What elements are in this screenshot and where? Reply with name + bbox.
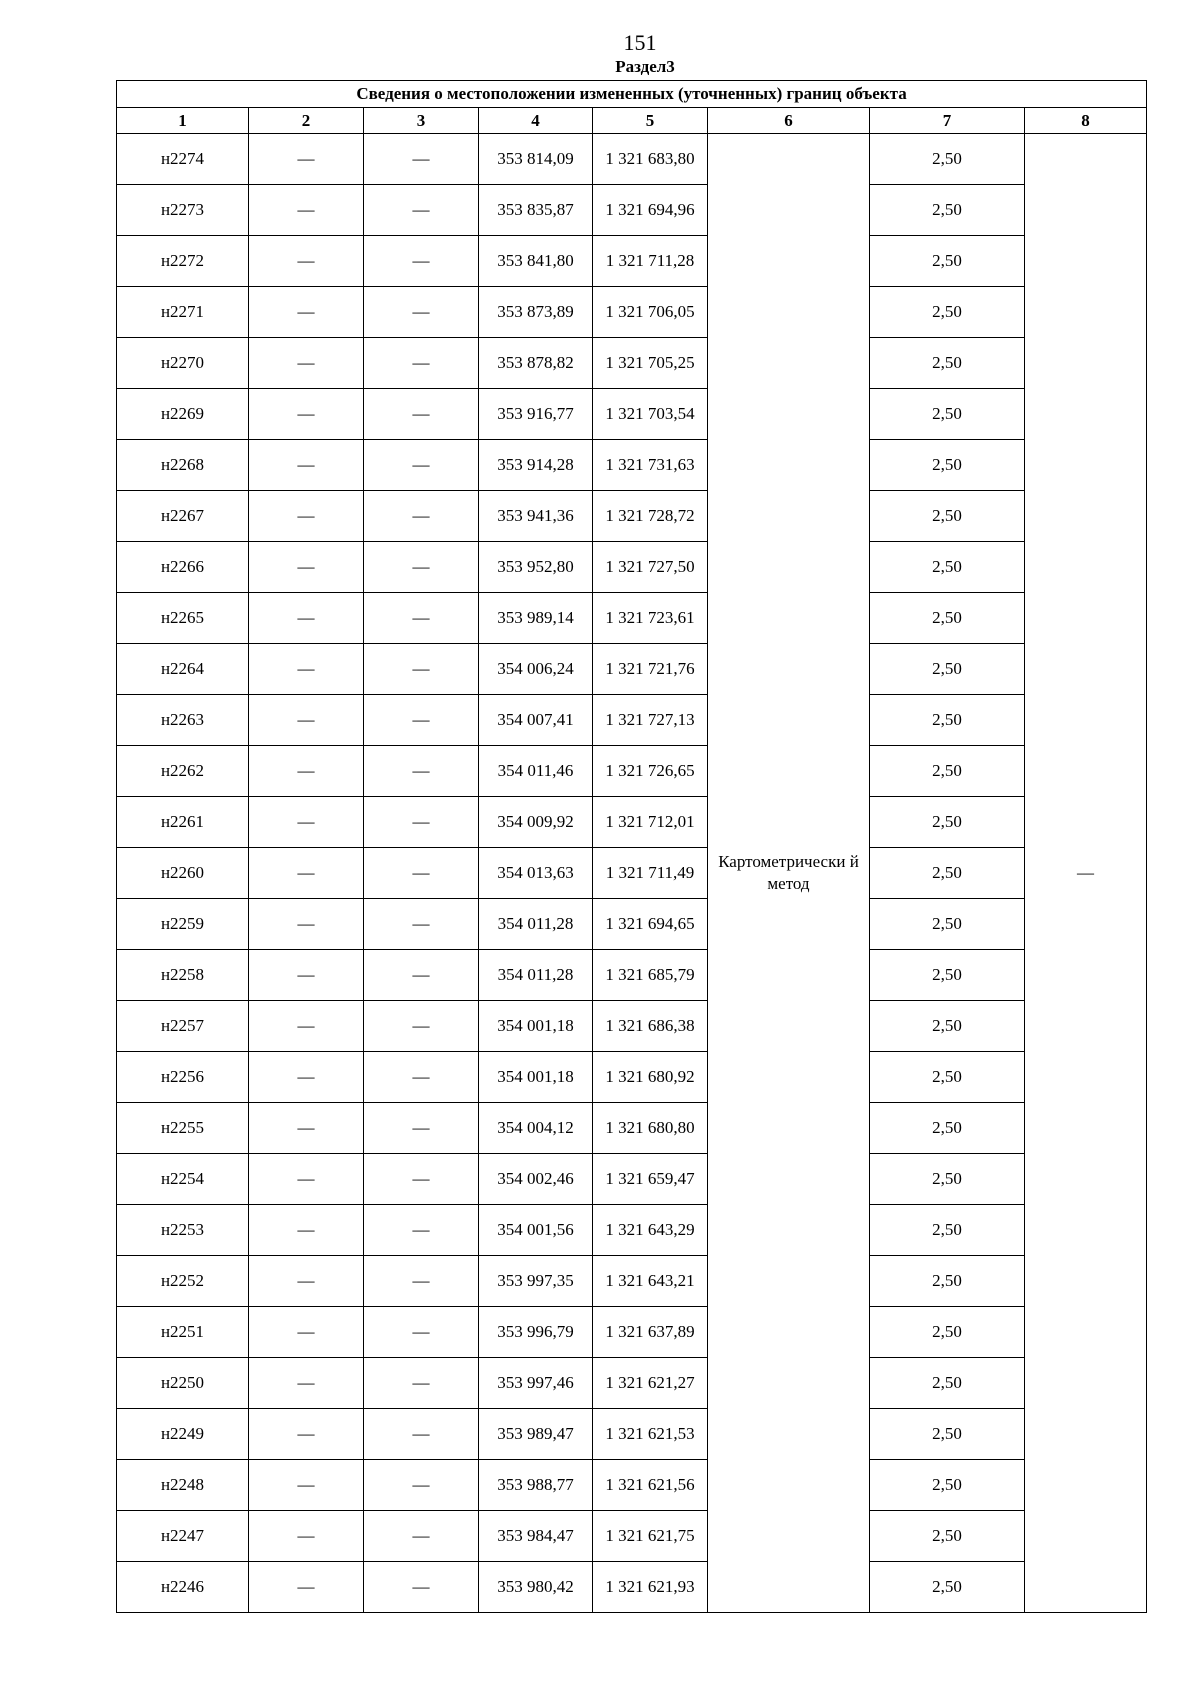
- table-row: [117, 185, 1147, 236]
- column2-cell: —: [249, 1307, 364, 1358]
- column-number: 7: [870, 108, 1025, 134]
- point-cell: н2256: [117, 1052, 249, 1103]
- point-cell: н2268: [117, 440, 249, 491]
- point-cell: н2253: [117, 1205, 249, 1256]
- x-coordinate-cell: 353 980,42: [479, 1562, 593, 1613]
- table-row: [117, 1460, 1147, 1511]
- table-caption: Сведения о местоположении измененных (уточненных) границ объекта: [117, 81, 1147, 108]
- column7-cell: 2,50: [870, 1103, 1025, 1154]
- point-cell: н2247: [117, 1511, 249, 1562]
- column2-cell: —: [249, 950, 364, 1001]
- table-row: [117, 1154, 1147, 1205]
- column2-cell: —: [249, 338, 364, 389]
- y-coordinate-cell: 1 321 659,47: [593, 1154, 708, 1205]
- point-cell: н2265: [117, 593, 249, 644]
- column2-cell: —: [249, 899, 364, 950]
- y-coordinate-cell: 1 321 621,56: [593, 1460, 708, 1511]
- column2-cell: —: [249, 440, 364, 491]
- column3-cell: —: [364, 848, 479, 899]
- column2-cell: —: [249, 695, 364, 746]
- column7-cell: 2,50: [870, 746, 1025, 797]
- column7-cell: 2,50: [870, 593, 1025, 644]
- column-number: 8: [1025, 108, 1147, 134]
- column2-cell: —: [249, 134, 364, 185]
- column7-cell: 2,50: [870, 1511, 1025, 1562]
- column3-cell: —: [364, 1307, 479, 1358]
- y-coordinate-cell: 1 321 694,65: [593, 899, 708, 950]
- point-cell: н2271: [117, 287, 249, 338]
- table-row: [117, 1052, 1147, 1103]
- table-row: [117, 1307, 1147, 1358]
- table-row: [117, 1358, 1147, 1409]
- table-row: [117, 950, 1147, 1001]
- x-coordinate-cell: 353 841,80: [479, 236, 593, 287]
- column-number-row: [117, 108, 1147, 134]
- x-coordinate-cell: 354 001,56: [479, 1205, 593, 1256]
- column3-cell: —: [364, 797, 479, 848]
- table-row: [117, 695, 1147, 746]
- point-cell: н2269: [117, 389, 249, 440]
- column7-cell: 2,50: [870, 287, 1025, 338]
- column2-cell: —: [249, 287, 364, 338]
- column2-cell: —: [249, 1562, 364, 1613]
- column-number: 5: [593, 108, 708, 134]
- column7-cell: 2,50: [870, 542, 1025, 593]
- y-coordinate-cell: 1 321 703,54: [593, 389, 708, 440]
- coordinates-table: [116, 80, 1147, 1613]
- point-cell: н2273: [117, 185, 249, 236]
- point-cell: н2260: [117, 848, 249, 899]
- column3-cell: —: [364, 746, 479, 797]
- y-coordinate-cell: 1 321 683,80: [593, 134, 708, 185]
- column3-cell: —: [364, 440, 479, 491]
- table-row: [117, 746, 1147, 797]
- column7-cell: 2,50: [870, 1307, 1025, 1358]
- x-coordinate-cell: 353 916,77: [479, 389, 593, 440]
- column3-cell: —: [364, 593, 479, 644]
- point-cell: н2248: [117, 1460, 249, 1511]
- column3-cell: —: [364, 1103, 479, 1154]
- table-row: [117, 899, 1147, 950]
- table-row: [117, 389, 1147, 440]
- point-cell: н2262: [117, 746, 249, 797]
- table-row: [117, 797, 1147, 848]
- table-row: [117, 236, 1147, 287]
- column2-cell: —: [249, 542, 364, 593]
- column2-cell: —: [249, 644, 364, 695]
- column7-cell: 2,50: [870, 1154, 1025, 1205]
- column3-cell: —: [364, 1460, 479, 1511]
- column7-cell: 2,50: [870, 899, 1025, 950]
- column2-cell: —: [249, 1511, 364, 1562]
- column2-cell: —: [249, 848, 364, 899]
- table-row: [117, 593, 1147, 644]
- x-coordinate-cell: 354 004,12: [479, 1103, 593, 1154]
- x-coordinate-cell: 353 988,77: [479, 1460, 593, 1511]
- column7-cell: 2,50: [870, 1052, 1025, 1103]
- x-coordinate-cell: 354 011,46: [479, 746, 593, 797]
- x-coordinate-cell: 353 814,09: [479, 134, 593, 185]
- column3-cell: —: [364, 1205, 479, 1256]
- point-cell: н2267: [117, 491, 249, 542]
- x-coordinate-cell: 353 989,47: [479, 1409, 593, 1460]
- y-coordinate-cell: 1 321 706,05: [593, 287, 708, 338]
- table-row: [117, 338, 1147, 389]
- table-row: [117, 1511, 1147, 1562]
- column2-cell: —: [249, 1256, 364, 1307]
- column7-cell: 2,50: [870, 695, 1025, 746]
- table-row: [117, 1562, 1147, 1613]
- column3-cell: —: [364, 185, 479, 236]
- y-coordinate-cell: 1 321 712,01: [593, 797, 708, 848]
- x-coordinate-cell: 353 997,35: [479, 1256, 593, 1307]
- table-row: [117, 542, 1147, 593]
- column3-cell: —: [364, 1358, 479, 1409]
- column7-cell: 2,50: [870, 389, 1025, 440]
- x-coordinate-cell: 354 002,46: [479, 1154, 593, 1205]
- x-coordinate-cell: 353 989,14: [479, 593, 593, 644]
- y-coordinate-cell: 1 321 728,72: [593, 491, 708, 542]
- column7-cell: 2,50: [870, 134, 1025, 185]
- x-coordinate-cell: 354 011,28: [479, 899, 593, 950]
- point-cell: н2272: [117, 236, 249, 287]
- point-cell: н2263: [117, 695, 249, 746]
- y-coordinate-cell: 1 321 694,96: [593, 185, 708, 236]
- y-coordinate-cell: 1 321 731,63: [593, 440, 708, 491]
- column7-cell: 2,50: [870, 440, 1025, 491]
- column7-cell: 2,50: [870, 338, 1025, 389]
- y-coordinate-cell: 1 321 711,28: [593, 236, 708, 287]
- table-row: [117, 1001, 1147, 1052]
- column-number: 3: [364, 108, 479, 134]
- column2-cell: —: [249, 1001, 364, 1052]
- x-coordinate-cell: 353 997,46: [479, 1358, 593, 1409]
- point-cell: н2252: [117, 1256, 249, 1307]
- table-row: [117, 134, 1147, 185]
- column3-cell: —: [364, 1562, 479, 1613]
- column2-cell: —: [249, 185, 364, 236]
- column3-cell: —: [364, 1001, 479, 1052]
- column7-cell: 2,50: [870, 236, 1025, 287]
- column7-cell: 2,50: [870, 1409, 1025, 1460]
- x-coordinate-cell: 353 996,79: [479, 1307, 593, 1358]
- point-cell: н2266: [117, 542, 249, 593]
- column7-cell: 2,50: [870, 1256, 1025, 1307]
- point-cell: н2255: [117, 1103, 249, 1154]
- point-cell: н2264: [117, 644, 249, 695]
- column2-cell: —: [249, 1358, 364, 1409]
- table-row: [117, 644, 1147, 695]
- column2-cell: —: [249, 1409, 364, 1460]
- y-coordinate-cell: 1 321 721,76: [593, 644, 708, 695]
- column7-cell: 2,50: [870, 491, 1025, 542]
- y-coordinate-cell: 1 321 711,49: [593, 848, 708, 899]
- column3-cell: —: [364, 134, 479, 185]
- table-row: [117, 1256, 1147, 1307]
- column7-cell: 2,50: [870, 950, 1025, 1001]
- point-cell: н2246: [117, 1562, 249, 1613]
- column3-cell: —: [364, 236, 479, 287]
- x-coordinate-cell: 353 952,80: [479, 542, 593, 593]
- column3-cell: —: [364, 389, 479, 440]
- column3-cell: —: [364, 695, 479, 746]
- point-cell: н2254: [117, 1154, 249, 1205]
- column7-cell: 2,50: [870, 185, 1025, 236]
- column3-cell: —: [364, 1052, 479, 1103]
- column7-cell: 2,50: [870, 1205, 1025, 1256]
- point-cell: н2274: [117, 134, 249, 185]
- column3-cell: —: [364, 1409, 479, 1460]
- column2-cell: —: [249, 746, 364, 797]
- y-coordinate-cell: 1 321 685,79: [593, 950, 708, 1001]
- column-number: 6: [708, 108, 870, 134]
- column2-cell: —: [249, 1052, 364, 1103]
- column7-cell: 2,50: [870, 797, 1025, 848]
- x-coordinate-cell: 354 001,18: [479, 1001, 593, 1052]
- y-coordinate-cell: 1 321 727,13: [593, 695, 708, 746]
- y-coordinate-cell: 1 321 727,50: [593, 542, 708, 593]
- point-cell: н2259: [117, 899, 249, 950]
- table-row: [117, 848, 1147, 899]
- column8-cell: —: [1025, 134, 1147, 1613]
- x-coordinate-cell: 353 984,47: [479, 1511, 593, 1562]
- point-cell: н2261: [117, 797, 249, 848]
- column3-cell: —: [364, 542, 479, 593]
- column7-cell: 2,50: [870, 1460, 1025, 1511]
- column2-cell: —: [249, 593, 364, 644]
- point-cell: н2258: [117, 950, 249, 1001]
- column3-cell: —: [364, 899, 479, 950]
- point-cell: н2251: [117, 1307, 249, 1358]
- y-coordinate-cell: 1 321 621,27: [593, 1358, 708, 1409]
- column2-cell: —: [249, 491, 364, 542]
- point-cell: н2250: [117, 1358, 249, 1409]
- y-coordinate-cell: 1 321 726,65: [593, 746, 708, 797]
- y-coordinate-cell: 1 321 705,25: [593, 338, 708, 389]
- column3-cell: —: [364, 644, 479, 695]
- y-coordinate-cell: 1 321 621,75: [593, 1511, 708, 1562]
- table-row: [117, 287, 1147, 338]
- method-cell: Картометрически й метод: [708, 134, 870, 1613]
- table-row: [117, 1205, 1147, 1256]
- column2-cell: —: [249, 1154, 364, 1205]
- y-coordinate-cell: 1 321 621,93: [593, 1562, 708, 1613]
- x-coordinate-cell: 354 001,18: [479, 1052, 593, 1103]
- x-coordinate-cell: 354 006,24: [479, 644, 593, 695]
- point-cell: н2249: [117, 1409, 249, 1460]
- column3-cell: —: [364, 1256, 479, 1307]
- x-coordinate-cell: 354 011,28: [479, 950, 593, 1001]
- x-coordinate-cell: 353 835,87: [479, 185, 593, 236]
- column3-cell: —: [364, 950, 479, 1001]
- x-coordinate-cell: 354 007,41: [479, 695, 593, 746]
- column-number: 4: [479, 108, 593, 134]
- column7-cell: 2,50: [870, 1001, 1025, 1052]
- column3-cell: —: [364, 338, 479, 389]
- table-row: [117, 1409, 1147, 1460]
- section-title: Раздел3: [615, 57, 675, 76]
- y-coordinate-cell: 1 321 680,92: [593, 1052, 708, 1103]
- column7-cell: 2,50: [870, 848, 1025, 899]
- column3-cell: —: [364, 1511, 479, 1562]
- y-coordinate-cell: 1 321 723,61: [593, 593, 708, 644]
- page-number: 151: [623, 30, 657, 55]
- x-coordinate-cell: 354 013,63: [479, 848, 593, 899]
- x-coordinate-cell: 354 009,92: [479, 797, 593, 848]
- column7-cell: 2,50: [870, 1562, 1025, 1613]
- point-cell: н2270: [117, 338, 249, 389]
- column3-cell: —: [364, 1154, 479, 1205]
- y-coordinate-cell: 1 321 680,80: [593, 1103, 708, 1154]
- column2-cell: —: [249, 1205, 364, 1256]
- x-coordinate-cell: 353 914,28: [479, 440, 593, 491]
- y-coordinate-cell: 1 321 643,29: [593, 1205, 708, 1256]
- y-coordinate-cell: 1 321 686,38: [593, 1001, 708, 1052]
- table-row: [117, 491, 1147, 542]
- column2-cell: —: [249, 1103, 364, 1154]
- table-body: [117, 134, 1147, 1613]
- column2-cell: —: [249, 389, 364, 440]
- column3-cell: —: [364, 491, 479, 542]
- x-coordinate-cell: 353 873,89: [479, 287, 593, 338]
- table-row: [117, 440, 1147, 491]
- point-cell: н2257: [117, 1001, 249, 1052]
- column2-cell: —: [249, 797, 364, 848]
- column-number: 1: [117, 108, 249, 134]
- x-coordinate-cell: 353 941,36: [479, 491, 593, 542]
- column7-cell: 2,50: [870, 644, 1025, 695]
- column2-cell: —: [249, 1460, 364, 1511]
- y-coordinate-cell: 1 321 637,89: [593, 1307, 708, 1358]
- y-coordinate-cell: 1 321 643,21: [593, 1256, 708, 1307]
- column-number: 2: [249, 108, 364, 134]
- column7-cell: 2,50: [870, 1358, 1025, 1409]
- y-coordinate-cell: 1 321 621,53: [593, 1409, 708, 1460]
- column2-cell: —: [249, 236, 364, 287]
- column3-cell: —: [364, 287, 479, 338]
- table-row: [117, 1103, 1147, 1154]
- x-coordinate-cell: 353 878,82: [479, 338, 593, 389]
